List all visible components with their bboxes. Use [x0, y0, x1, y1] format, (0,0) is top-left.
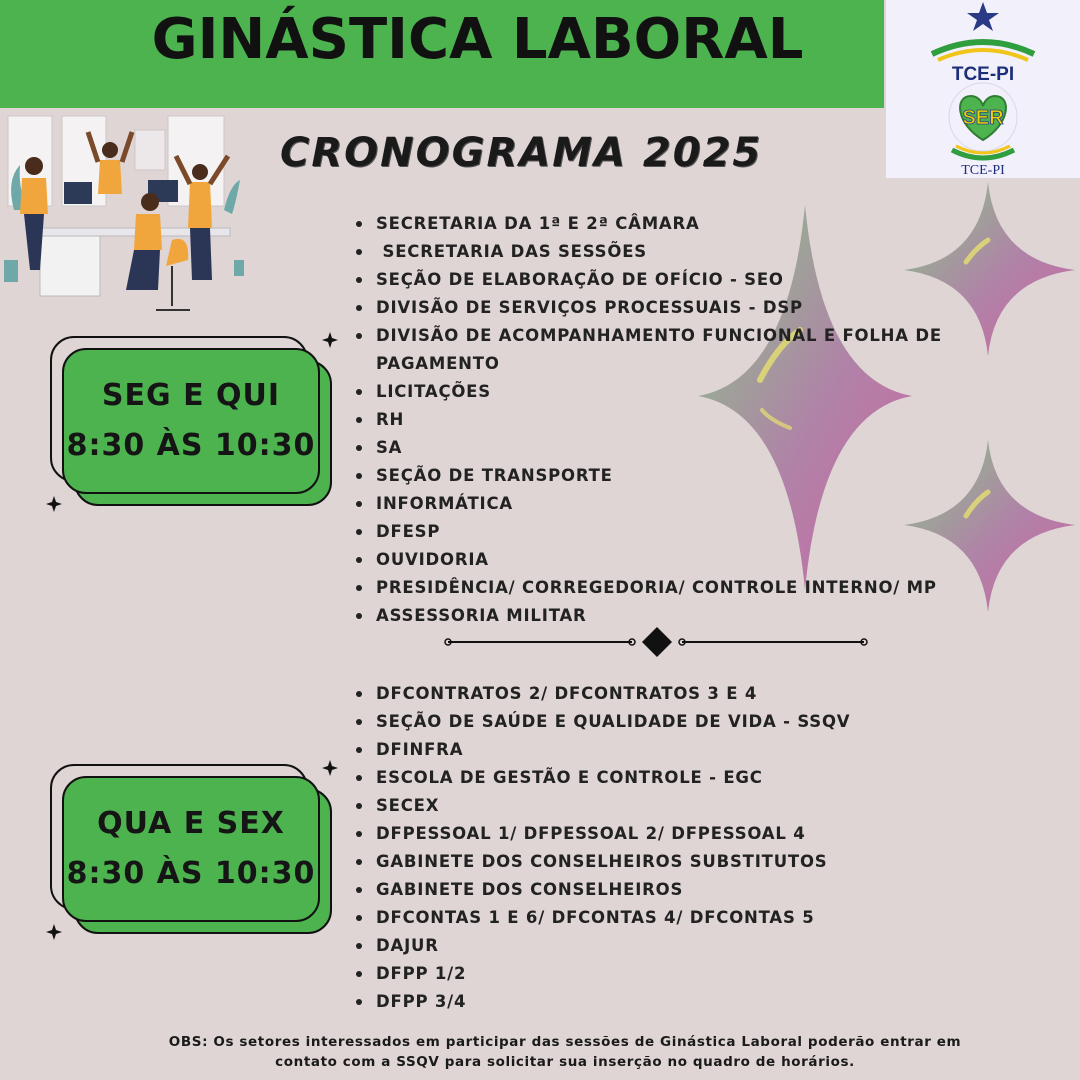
list-item: PRESIDÊNCIA/ CORREGEDORIA/ CONTROLE INTERNO/ MP: [354, 574, 942, 602]
footer-note-line-1: OBS: Os setores interessados em participar das sessões de Ginástica Laboral poderão entrar em: [168, 1034, 962, 1050]
time-label: 8:30 ÀS 10:30: [66, 428, 316, 463]
list-item-text: DIVISÃO DE ACOMPANHAMENTO FUNCIONAL E FOLHA DE: [376, 326, 942, 345]
list-item: DFCONTAS 1 E 6/ DFCONTAS 4/ DFCONTAS 5: [354, 904, 850, 932]
list-item: SECRETARIA DAS SESSÕES: [354, 238, 942, 266]
list-item: OUVIDORIA: [354, 546, 942, 574]
diamond-icon: [642, 627, 672, 657]
list-item-continuation: PAGAMENTO: [376, 354, 500, 373]
list-item: [354, 322, 942, 378]
section-divider: [444, 622, 870, 662]
time-label: 8:30 ÀS 10:30: [66, 856, 316, 891]
days-label: QUA E SEX: [97, 806, 285, 841]
list-item: DFPP 1/2: [354, 960, 850, 988]
logo-top-text: TCE-PI: [951, 64, 1015, 85]
list-item: SECRETARIA DA 1ª E 2ª CÂMARA: [354, 210, 942, 238]
list-item: DFPESSOAL 1/ DFPESSOAL 2/ DFPESSOAL 4: [354, 820, 850, 848]
page-title: GINÁSTICA LABORAL: [151, 7, 804, 72]
tiny-star-icon: [322, 332, 338, 348]
list-item: DFPP 3/4: [354, 988, 850, 1016]
list-item: SEÇÃO DE ELABORAÇÃO DE OFÍCIO - SEO: [354, 266, 942, 294]
schedule-box-seg-qui: [62, 348, 320, 494]
tiny-star-icon: [322, 760, 338, 776]
list-item: SECEX: [354, 792, 850, 820]
list-item: SA: [354, 434, 942, 462]
list-item: ASSESSORIA MILITAR: [354, 602, 942, 630]
footer-note-line-2: contato com a SSQV para solicitar sua inserção no quadro de horários.: [275, 1054, 855, 1070]
list-item: GABINETE DOS CONSELHEIROS SUBSTITUTOS: [354, 848, 850, 876]
list-item: DAJUR: [354, 932, 850, 960]
tiny-star-icon: [46, 924, 62, 940]
list-item: DFINFRA: [354, 736, 850, 764]
logo-center-text: SER: [962, 107, 1004, 129]
list-item: DFCONTRATOS 2/ DFCONTRATOS 3 E 4: [354, 680, 850, 708]
days-label: SEG E QUI: [101, 378, 281, 413]
list-item: ESCOLA DE GESTÃO E CONTROLE - EGC: [354, 764, 850, 792]
list-item: SEÇÃO DE SAÚDE E QUALIDADE DE VIDA - SSQV: [354, 708, 850, 736]
logo-bottom-text: TCE-PI: [961, 163, 1005, 178]
list-item: INFORMÁTICA: [354, 490, 942, 518]
department-list-1: [354, 210, 942, 630]
department-list-2: [354, 680, 850, 1016]
schedule-box-qua-sex: [62, 776, 320, 922]
box-face: [62, 776, 320, 922]
list-item: DFESP: [354, 518, 942, 546]
list-item: GABINETE DOS CONSELHEIROS: [354, 876, 850, 904]
tiny-star-icon: [46, 496, 62, 512]
list-item: RH: [354, 406, 942, 434]
box-face: [62, 348, 320, 494]
list-item: SEÇÃO DE TRANSPORTE: [354, 462, 942, 490]
footer-note: [110, 1032, 1020, 1072]
schedule-subtitle: CRONOGRAMA 2025: [280, 130, 763, 176]
list-item: DIVISÃO DE SERVIÇOS PROCESSUAIS - DSP: [354, 294, 942, 322]
list-item: LICITAÇÕES: [354, 378, 942, 406]
